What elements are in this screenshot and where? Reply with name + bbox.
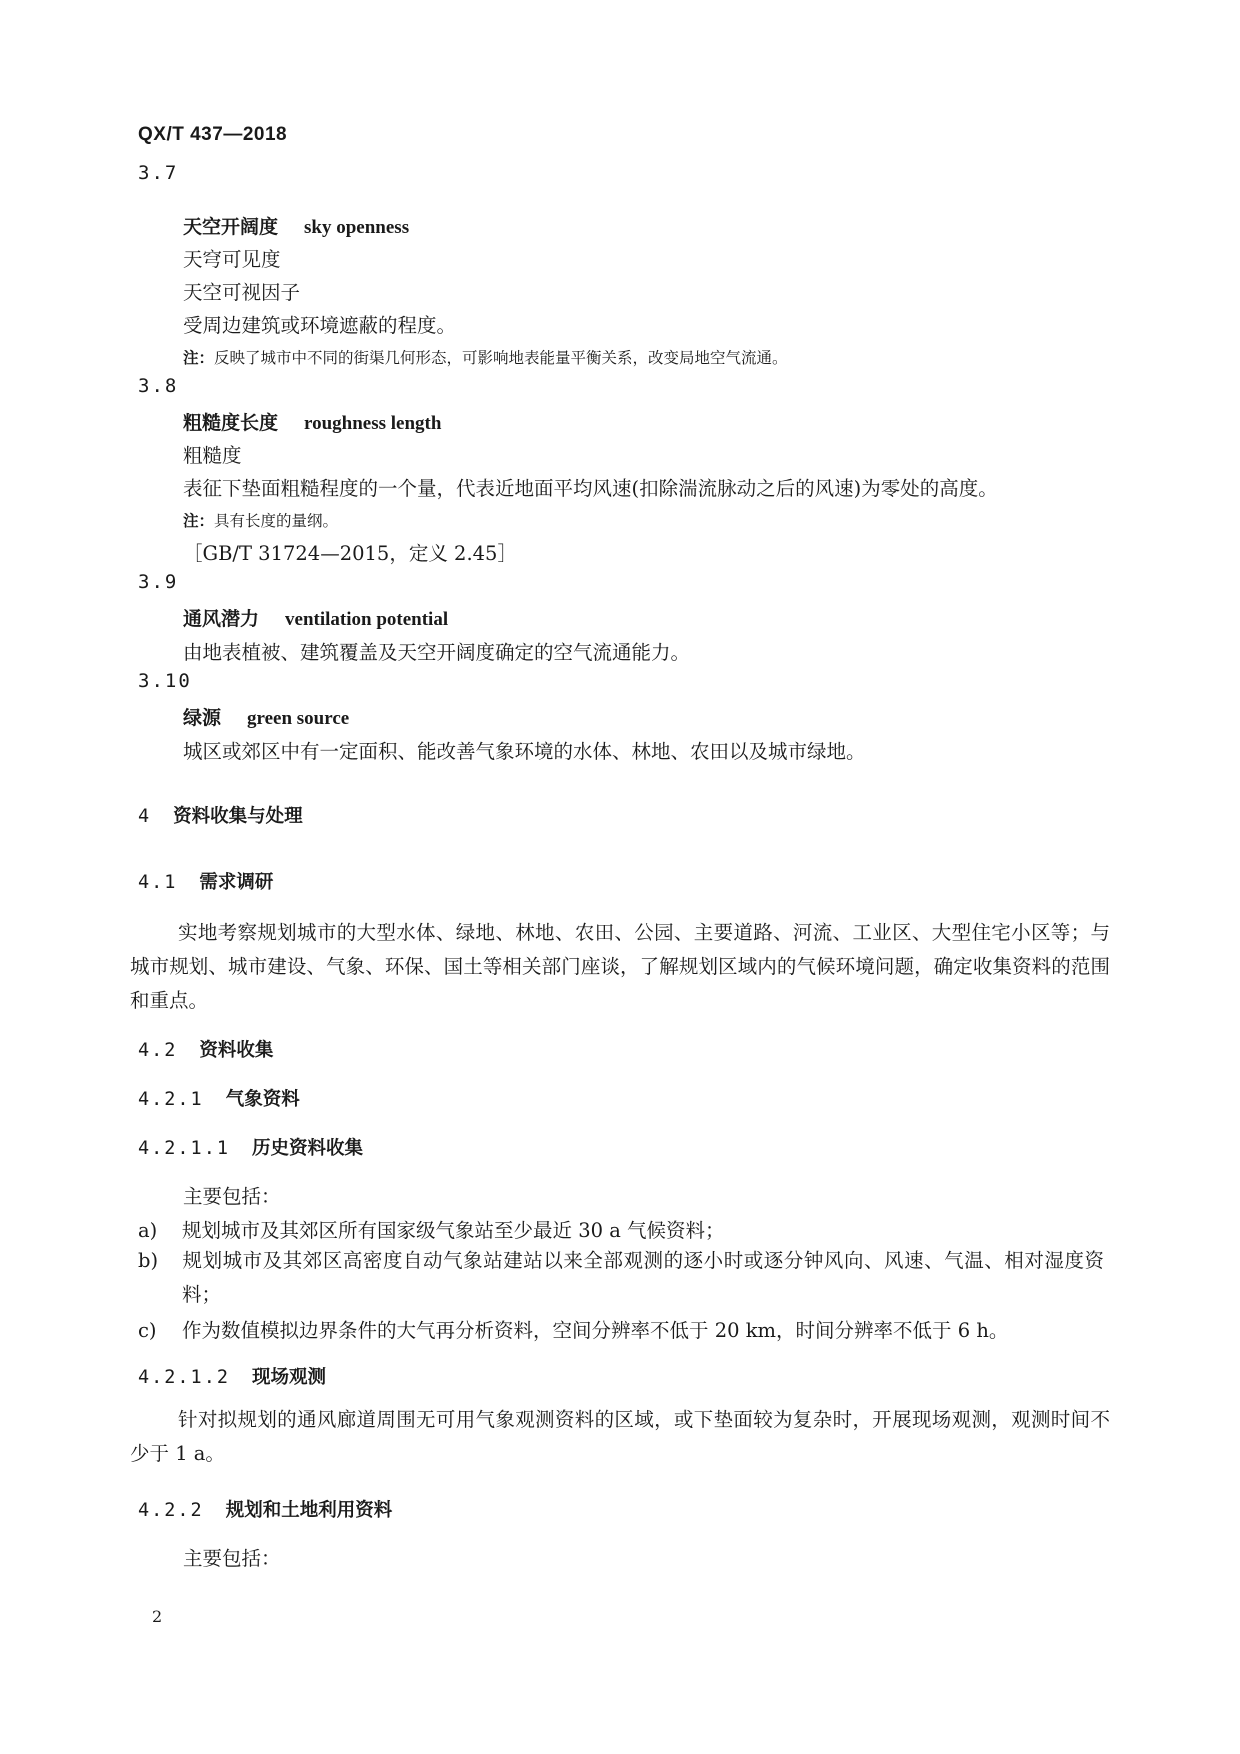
term-definition: 城区或郊区中有一定面积、能改善气象环境的水体、林地、农田以及城市绿地。 bbox=[183, 740, 866, 763]
section-heading-4-2 bbox=[138, 1036, 273, 1062]
term-en: green source bbox=[247, 708, 350, 729]
note-text: 反映了城市中不同的街渠几何形态，可影响地表能量平衡关系，改变局地空气流通。 bbox=[214, 349, 788, 367]
term-note bbox=[183, 346, 788, 368]
section-heading-4-2-1-2 bbox=[138, 1363, 326, 1389]
term-en: ventilation potential bbox=[285, 609, 449, 630]
term-source: ［GB/T 31724—2015，定义 2.45］ bbox=[183, 542, 517, 565]
list-item-text: 规划城市及其郊区高密度自动气象站建站以来全部观测的逐小时或逐分钟风向、风速、气温、相对湿度资料； bbox=[182, 1249, 1104, 1306]
term-cn: 通风潜力 bbox=[183, 608, 260, 630]
list-marker: b) bbox=[138, 1249, 159, 1272]
section-number: 4.2 bbox=[138, 1040, 178, 1061]
section-number: 4.2.2 bbox=[138, 1500, 204, 1521]
section-number: 4.1 bbox=[138, 872, 178, 893]
term-number: 3.10 bbox=[138, 670, 192, 692]
section-number: 4.2.1.1 bbox=[138, 1138, 230, 1159]
note-label: 注： bbox=[183, 511, 215, 530]
section-heading-4-2-1 bbox=[138, 1085, 300, 1111]
term-heading bbox=[183, 408, 441, 435]
term-number: 3.7 bbox=[138, 162, 179, 184]
section-paragraph: 实地考察规划城市的大型水体、绿地、林地、农田、公园、主要道路、河流、工业区、大型住宅小区等；与城市规划、城市建设、气象、环保、国土等相关部门座谈，了解规划区域内的气候环境问题，确定收集资料的范围和重点。 bbox=[130, 921, 1110, 1012]
term-cn: 绿源 bbox=[183, 707, 222, 729]
section-heading-4-1 bbox=[138, 868, 273, 894]
note-label: 注： bbox=[183, 348, 215, 367]
term-heading bbox=[183, 604, 448, 631]
list-item bbox=[138, 1315, 1008, 1343]
section-number: 4.2.1.2 bbox=[138, 1367, 230, 1388]
term-definition: 表征下垫面粗糙程度的一个量，代表近地面平均风速(扣除湍流脉动之后的风速)为零处的高度。 bbox=[183, 477, 998, 500]
list-intro: 主要包括： bbox=[183, 1547, 281, 1570]
term-synonym: 粗糙度 bbox=[183, 444, 242, 467]
term-note bbox=[183, 509, 338, 531]
list-marker: c) bbox=[138, 1319, 157, 1342]
term-number: 3.8 bbox=[138, 375, 179, 397]
section-title: 规划和土地利用资料 bbox=[225, 1500, 393, 1521]
list-item bbox=[138, 1244, 1104, 1312]
term-en: roughness length bbox=[304, 413, 442, 434]
list-item-text: 规划城市及其郊区所有国家级气象站至少最近 30 a 气候资料； bbox=[182, 1219, 725, 1242]
term-en: sky openness bbox=[304, 217, 410, 238]
list-item bbox=[138, 1215, 725, 1243]
note-text: 具有长度的量纲。 bbox=[214, 512, 339, 530]
section-number: 4.2.1 bbox=[138, 1089, 204, 1110]
section-title: 资料收集与处理 bbox=[173, 806, 303, 827]
list-marker: a) bbox=[138, 1219, 158, 1242]
section-title: 资料收集 bbox=[199, 1040, 274, 1061]
term-synonym: 天空可视因子 bbox=[183, 281, 301, 304]
page-number: 2 bbox=[152, 1607, 163, 1626]
section-title: 需求调研 bbox=[199, 872, 274, 893]
term-cn: 天空开阔度 bbox=[183, 216, 279, 238]
term-synonym: 天穹可见度 bbox=[183, 248, 281, 271]
section-heading-4 bbox=[138, 802, 303, 828]
section-title: 气象资料 bbox=[225, 1089, 300, 1110]
section-heading-4-2-1-1 bbox=[138, 1134, 363, 1160]
term-definition: 由地表植被、建筑覆盖及天空开阔度确定的空气流通能力。 bbox=[183, 641, 691, 664]
section-paragraph: 针对拟规划的通风廊道周围无可用气象观测资料的区域，或下垫面较为复杂时，开展现场观测，观测时间不少于 1 a。 bbox=[130, 1408, 1110, 1465]
section-number: 4 bbox=[138, 806, 152, 827]
section-title: 现场观测 bbox=[251, 1367, 326, 1388]
list-item-text: 作为数值模拟边界条件的大气再分析资料，空间分辨率不低于 20 km，时间分辨率不低于 6 h。 bbox=[182, 1319, 1009, 1342]
term-number: 3.9 bbox=[138, 571, 179, 593]
list-intro: 主要包括： bbox=[183, 1185, 281, 1208]
term-definition: 受周边建筑或环境遮蔽的程度。 bbox=[183, 314, 457, 337]
standard-code-header: QX/T 437—2018 bbox=[138, 124, 288, 145]
term-cn: 粗糙度长度 bbox=[183, 412, 279, 434]
section-title: 历史资料收集 bbox=[251, 1138, 363, 1159]
term-heading bbox=[183, 703, 349, 730]
section-heading-4-2-2 bbox=[138, 1496, 392, 1522]
term-heading bbox=[183, 212, 409, 239]
